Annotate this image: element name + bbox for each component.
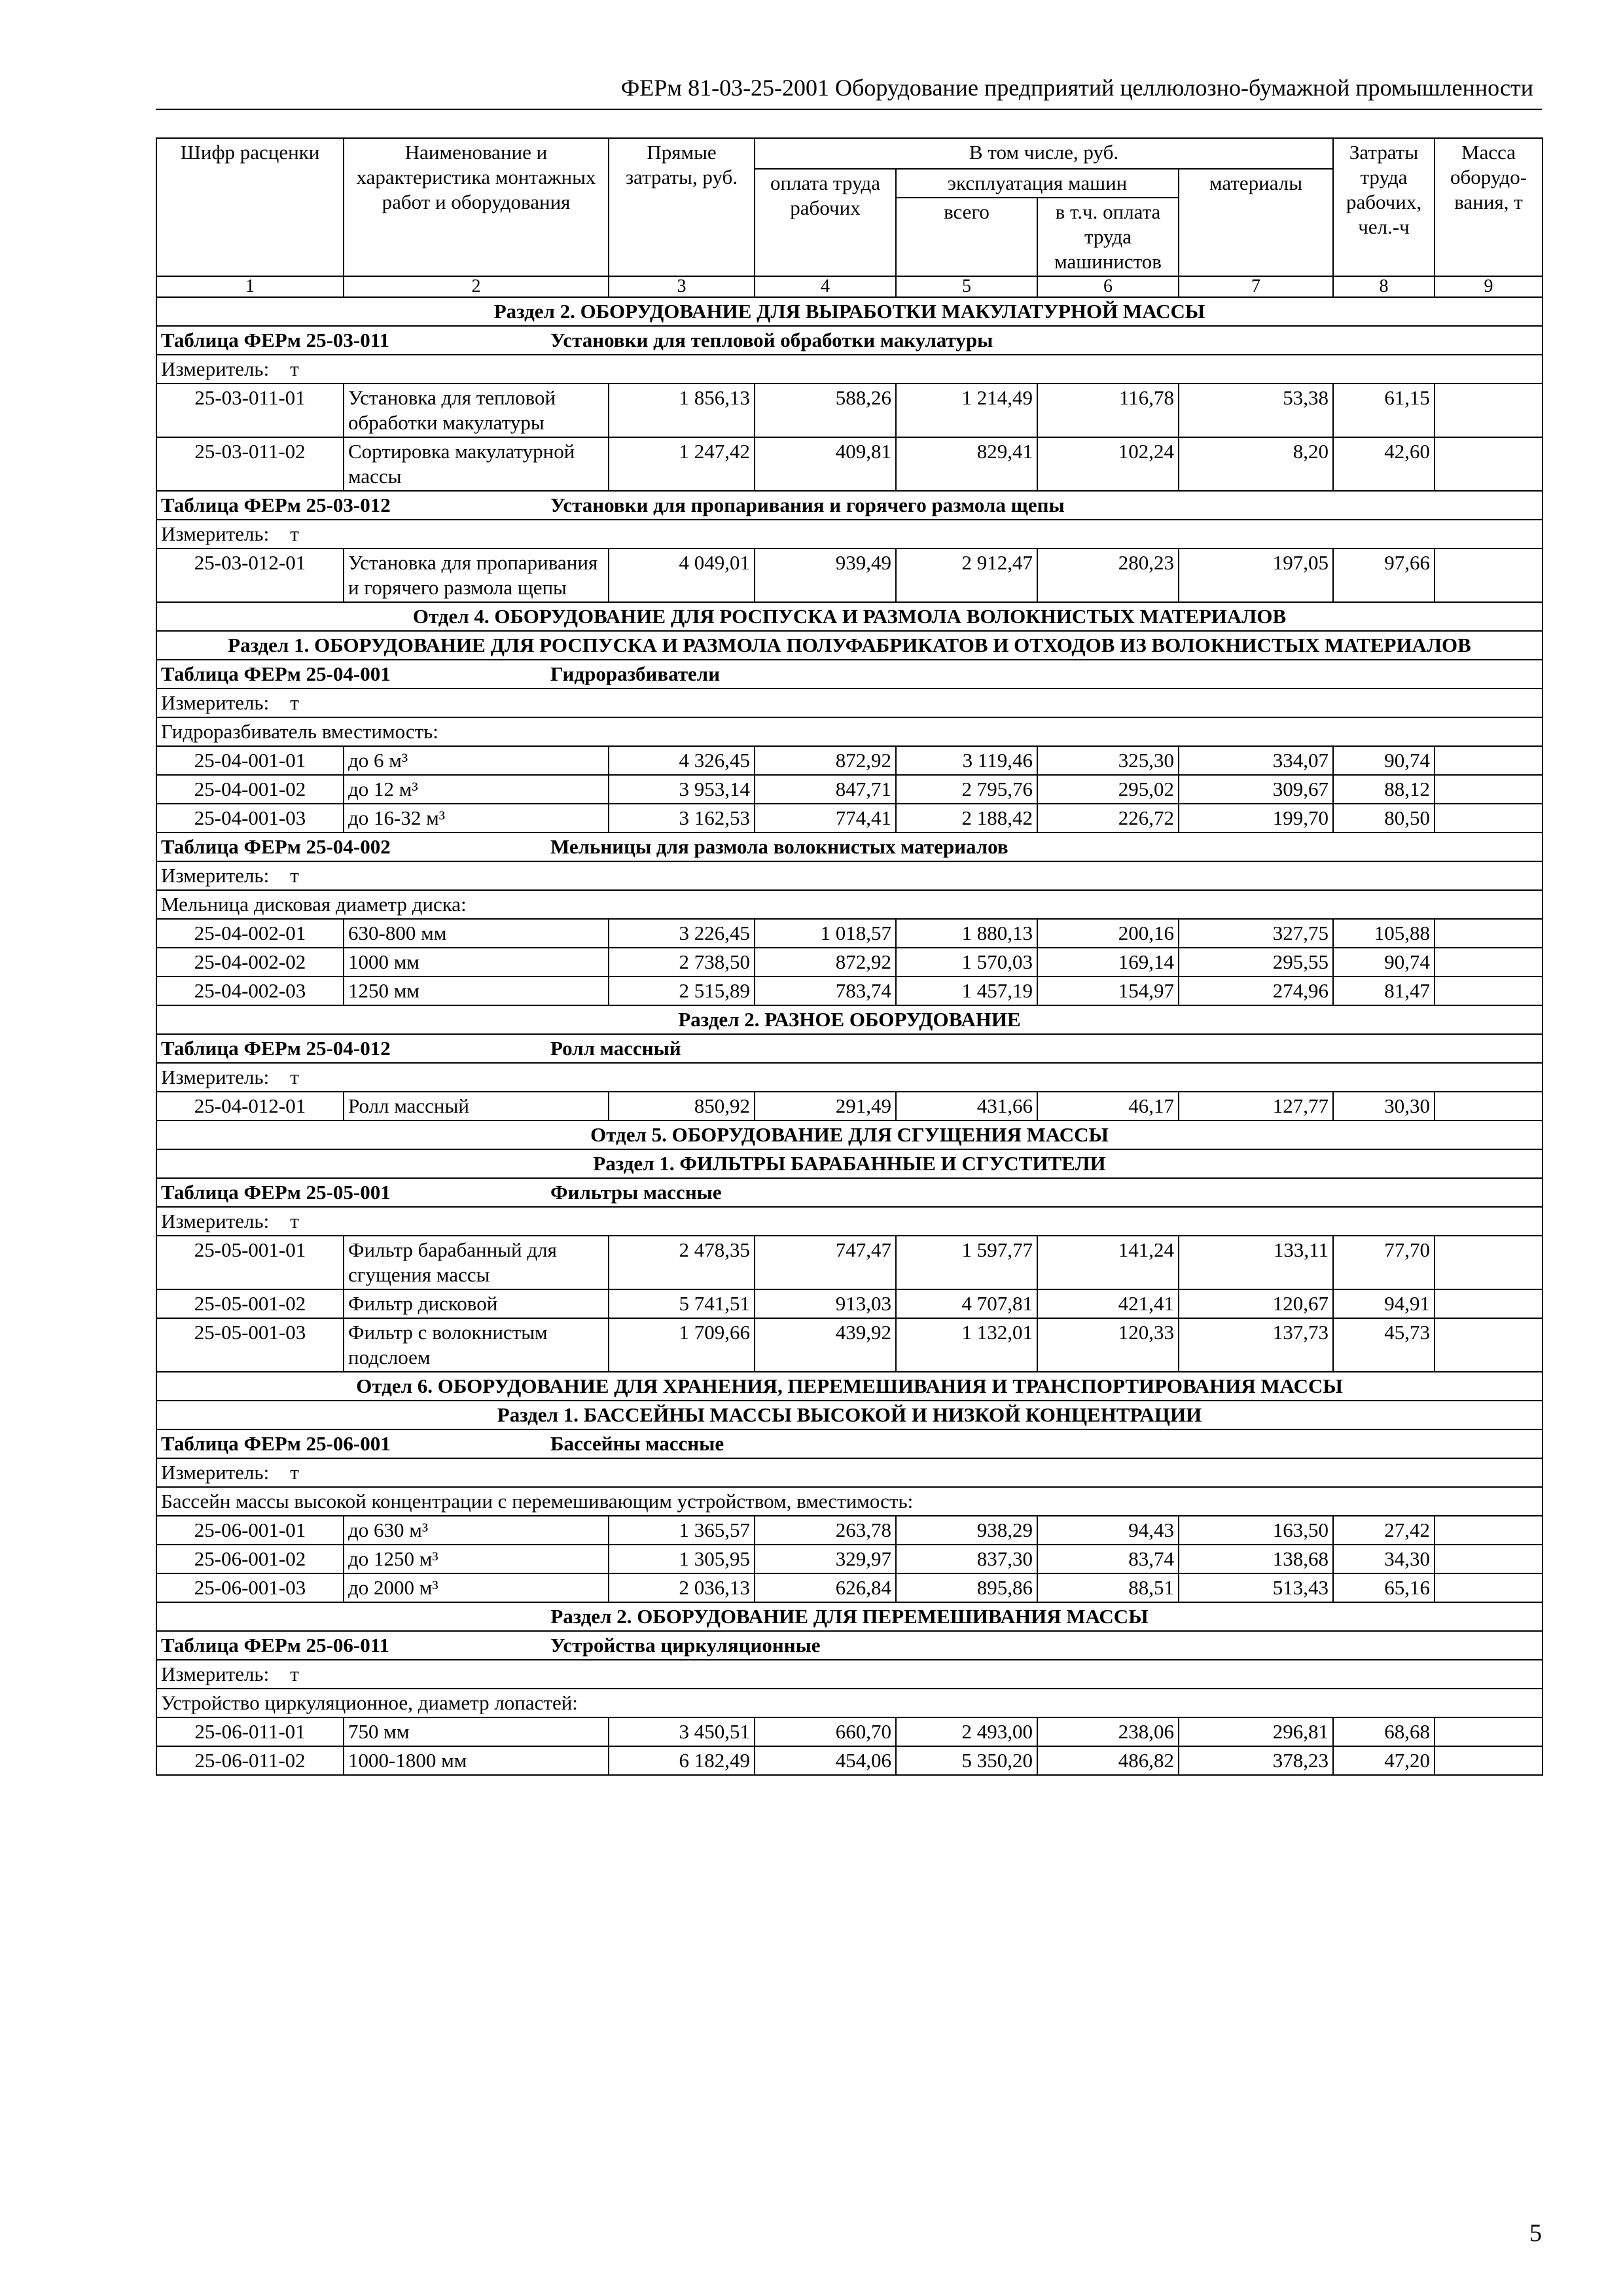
rate-name: до 12 м³ [344,775,609,804]
rate-code: 25-04-001-01 [156,746,344,775]
table-title [156,1178,1543,1207]
measure-label: Измеритель: [161,522,270,545]
cell-direct: 2 036,13 [609,1573,755,1602]
cell-materials: 334,07 [1179,746,1333,775]
cell-machinists: 154,97 [1037,977,1179,1005]
section-heading: Раздел 1. БАССЕЙНЫ МАССЫ ВЫСОКОЙ И НИЗКОЙ КОНЦЕНТРАЦИИ [156,1401,1543,1429]
cell-machinists: 169,14 [1037,948,1179,977]
rate-code: 25-04-002-03 [156,977,344,1005]
cell-direct: 2 738,50 [609,948,755,977]
section-heading: Раздел 1. ФИЛЬТРЫ БАРАБАННЫЕ И СГУСТИТЕЛИ [156,1149,1543,1178]
rate-code: 25-05-001-03 [156,1318,344,1372]
measure-unit: т [290,1066,299,1088]
table-title [156,833,1543,861]
rate-name: до 2000 м³ [344,1573,609,1602]
cell-machinists: 226,72 [1037,804,1179,833]
cell-mass [1435,548,1543,602]
measure-line [156,1063,1543,1092]
cell-machinists: 88,51 [1037,1573,1179,1602]
table-code: Таблица ФЕРм 25-04-012 [161,1037,391,1060]
measure-line [156,1660,1543,1689]
measure-line [156,689,1543,717]
cell-mass [1435,1318,1543,1372]
rate-code: 25-03-011-01 [156,384,344,437]
cell-mass [1435,1092,1543,1121]
measure-line [156,355,1543,384]
table-row [156,1516,1543,1545]
table-title-row [156,1631,1543,1660]
cell-direct: 5 741,51 [609,1289,755,1318]
column-number: 6 [1037,276,1179,297]
head-materials: материалы [1179,169,1333,276]
cell-mass [1435,775,1543,804]
rate-code: 25-05-001-02 [156,1289,344,1318]
cell-materials: 378,23 [1179,1746,1333,1775]
cell-mass [1435,1289,1543,1318]
cell-machines: 1 132,01 [896,1318,1037,1372]
cell-machines: 895,86 [896,1573,1037,1602]
cell-wages: 409,81 [755,437,896,491]
cell-labor: 90,74 [1333,746,1435,775]
measure-label: Измеритель: [161,1210,270,1232]
table-title-row [156,1429,1543,1458]
table-row [156,1545,1543,1573]
cell-wages: 626,84 [755,1573,896,1602]
cell-machines: 431,66 [896,1092,1037,1121]
cell-labor: 42,60 [1333,437,1435,491]
cell-machines: 1 597,77 [896,1236,1037,1289]
rate-code: 25-03-012-01 [156,548,344,602]
rate-name: Установка для тепловой обработки макулатуры [344,384,609,437]
column-number: 3 [609,276,755,297]
cell-mass [1435,948,1543,977]
cell-direct: 3 953,14 [609,775,755,804]
cell-machinists: 280,23 [1037,548,1179,602]
table-title [156,1034,1543,1063]
cell-machinists: 421,41 [1037,1289,1179,1318]
cell-machinists: 295,02 [1037,775,1179,804]
measure-unit: т [290,864,299,887]
head-direct: Прямые затраты, руб. [609,138,755,276]
section-heading-row [156,1121,1543,1149]
cell-machines: 3 119,46 [896,746,1037,775]
head-machinists: в т.ч. оплата труда машинистов [1037,198,1179,276]
cell-direct: 3 450,51 [609,1717,755,1746]
cell-machines: 2 493,00 [896,1717,1037,1746]
cell-direct: 6 182,49 [609,1746,755,1775]
measure-row [156,861,1543,890]
rate-name: 750 мм [344,1717,609,1746]
measure-label: Измеритель: [161,1066,270,1088]
column-number: 7 [1179,276,1333,297]
cell-mass [1435,1545,1543,1573]
table-title-row [156,1034,1543,1063]
cell-materials: 513,43 [1179,1573,1333,1602]
measure-unit: т [290,691,299,714]
cell-wages: 872,92 [755,746,896,775]
measure-label: Измеритель: [161,864,270,887]
cell-direct: 2 515,89 [609,977,755,1005]
cell-materials: 274,96 [1179,977,1333,1005]
table-row [156,1746,1543,1775]
cell-labor: 27,42 [1333,1516,1435,1545]
group-note: Бассейн массы высокой концентрации с перемешивающим устройством, вместимость: [156,1487,1543,1516]
measure-unit: т [290,1210,299,1232]
table-code: Таблица ФЕРм 25-04-001 [161,662,391,685]
cell-direct: 1 305,95 [609,1545,755,1573]
cell-machinists: 94,43 [1037,1516,1179,1545]
table-name: Установки для тепловой обработки макулатуры [550,329,993,351]
column-number: 9 [1435,276,1543,297]
rate-name: Фильтр барабанный для сгущения массы [344,1236,609,1289]
measure-line [156,1458,1543,1487]
cell-labor: 34,30 [1333,1545,1435,1573]
cell-labor: 88,12 [1333,775,1435,804]
section-heading-row [156,297,1543,326]
rate-code: 25-06-011-02 [156,1746,344,1775]
table-code: Таблица ФЕРм 25-06-011 [161,1634,390,1657]
cell-materials: 8,20 [1179,437,1333,491]
measure-line [156,861,1543,890]
rate-name: Сортировка макулатурной массы [344,437,609,491]
cell-mass [1435,1717,1543,1746]
cell-direct: 850,92 [609,1092,755,1121]
head-including: В том числе, руб. [755,138,1333,169]
cell-materials: 199,70 [1179,804,1333,833]
table-row [156,1092,1543,1121]
rate-name: 1000 мм [344,948,609,977]
section-heading: Раздел 1. ОБОРУДОВАНИЕ ДЛЯ РОСПУСКА И РАЗМОЛА ПОЛУФАБРИКАТОВ И ОТХОДОВ ИЗ ВОЛОКНИСТЫХ МАТЕРИАЛОВ [156,631,1543,660]
table-title-row [156,833,1543,861]
section-heading-row [156,1149,1543,1178]
cell-machines: 2 795,76 [896,775,1037,804]
table-title-row [156,491,1543,520]
section-heading-row [156,1401,1543,1429]
cell-materials: 163,50 [1179,1516,1333,1545]
measure-line [156,1207,1543,1236]
table-name: Ролл массный [550,1037,681,1060]
cell-direct: 3 226,45 [609,919,755,948]
cell-wages: 747,47 [755,1236,896,1289]
cell-direct: 1 856,13 [609,384,755,437]
table-row [156,1318,1543,1372]
cell-machinists: 116,78 [1037,384,1179,437]
section-heading: Отдел 5. ОБОРУДОВАНИЕ ДЛЯ СГУЩЕНИЯ МАССЫ [156,1121,1543,1149]
cell-machinists: 46,17 [1037,1092,1179,1121]
cell-labor: 68,68 [1333,1717,1435,1746]
cell-machinists: 120,33 [1037,1318,1179,1372]
rate-name: до 630 м³ [344,1516,609,1545]
table-row [156,977,1543,1005]
rate-code: 25-06-001-02 [156,1545,344,1573]
measure-unit: т [290,522,299,545]
header-rule [156,109,1542,110]
table-title [156,326,1543,355]
rate-name: до 6 м³ [344,746,609,775]
cell-labor: 77,70 [1333,1236,1435,1289]
cell-materials: 137,73 [1179,1318,1333,1372]
table-row [156,384,1543,437]
cell-labor: 61,15 [1333,384,1435,437]
group-note-row [156,890,1543,919]
head-machines: эксплуатация машин [896,169,1179,198]
section-heading-row [156,602,1543,631]
rate-code: 25-06-001-03 [156,1573,344,1602]
table-row [156,1236,1543,1289]
cell-mass [1435,804,1543,833]
column-number: 4 [755,276,896,297]
cell-mass [1435,1236,1543,1289]
cell-mass [1435,384,1543,437]
cell-wages: 454,06 [755,1746,896,1775]
cell-direct: 4 326,45 [609,746,755,775]
cell-direct: 2 478,35 [609,1236,755,1289]
group-note-row [156,717,1543,746]
cell-machinists: 200,16 [1037,919,1179,948]
measure-row [156,1458,1543,1487]
section-heading: Раздел 2. ОБОРУДОВАНИЕ ДЛЯ ВЫРАБОТКИ МАКУЛАТУРНОЙ МАССЫ [156,297,1543,326]
cell-machinists: 141,24 [1037,1236,1179,1289]
cell-materials: 309,67 [1179,775,1333,804]
cell-wages: 847,71 [755,775,896,804]
cell-machinists: 102,24 [1037,437,1179,491]
measure-row [156,689,1543,717]
table-row [156,804,1543,833]
cell-wages: 774,41 [755,804,896,833]
rate-code: 25-04-002-01 [156,919,344,948]
table-row [156,548,1543,602]
cell-wages: 872,92 [755,948,896,977]
cell-machines: 938,29 [896,1516,1037,1545]
head-code: Шифр расценки [156,138,344,276]
cell-machines: 2 188,42 [896,804,1037,833]
cell-labor: 30,30 [1333,1092,1435,1121]
cell-wages: 783,74 [755,977,896,1005]
column-number: 8 [1333,276,1435,297]
cell-mass [1435,1516,1543,1545]
cell-wages: 939,49 [755,548,896,602]
measure-line [156,520,1543,548]
table-name: Установки для пропаривания и горячего размола щепы [550,493,1065,516]
table-title [156,1631,1543,1660]
table-name: Гидроразбиватели [550,662,721,685]
column-number: 5 [896,276,1037,297]
section-heading-row [156,631,1543,660]
cell-direct: 1 709,66 [609,1318,755,1372]
cell-materials: 138,68 [1179,1545,1333,1573]
rate-code: 25-06-011-01 [156,1717,344,1746]
measure-label: Измеритель: [161,357,270,380]
column-numbers-row [156,276,1543,297]
table-code: Таблица ФЕРм 25-03-011 [161,329,390,351]
section-heading: Отдел 4. ОБОРУДОВАНИЕ ДЛЯ РОСПУСКА И РАЗМОЛА ВОЛОКНИСТЫХ МАТЕРИАЛОВ [156,602,1543,631]
cell-machines: 1 880,13 [896,919,1037,948]
cell-direct: 1 365,57 [609,1516,755,1545]
cell-machines: 1 570,03 [896,948,1037,977]
cell-machines: 5 350,20 [896,1746,1037,1775]
table-row [156,1289,1543,1318]
table-code: Таблица ФЕРм 25-05-001 [161,1181,391,1204]
cell-wages: 660,70 [755,1717,896,1746]
cell-machines: 4 707,81 [896,1289,1037,1318]
cell-machines: 1 457,19 [896,977,1037,1005]
cell-mass [1435,977,1543,1005]
rate-code: 25-04-012-01 [156,1092,344,1121]
cell-wages: 1 018,57 [755,919,896,948]
table-row [156,919,1543,948]
table-title [156,1429,1543,1458]
rate-code: 25-04-002-02 [156,948,344,977]
section-heading-row [156,1602,1543,1631]
cell-labor: 90,74 [1333,948,1435,977]
cell-wages: 291,49 [755,1092,896,1121]
cell-mass [1435,1573,1543,1602]
cell-machines: 837,30 [896,1545,1037,1573]
rate-name: 1000-1800 мм [344,1746,609,1775]
cell-materials: 295,55 [1179,948,1333,977]
table-row [156,746,1543,775]
cell-materials: 133,11 [1179,1236,1333,1289]
cell-labor: 80,50 [1333,804,1435,833]
cell-wages: 913,03 [755,1289,896,1318]
table-row [156,775,1543,804]
measure-label: Измеритель: [161,691,270,714]
cell-labor: 45,73 [1333,1318,1435,1372]
measure-label: Измеритель: [161,1461,270,1484]
head-machines-total: всего [896,198,1037,276]
cell-machines: 1 214,49 [896,384,1037,437]
cell-mass [1435,437,1543,491]
cell-machinists: 325,30 [1037,746,1179,775]
cell-labor: 105,88 [1333,919,1435,948]
rate-code: 25-05-001-01 [156,1236,344,1289]
cell-mass [1435,919,1543,948]
table-row [156,1573,1543,1602]
table-title [156,491,1543,520]
section-heading: Раздел 2. РАЗНОЕ ОБОРУДОВАНИЕ [156,1005,1543,1034]
table-row [156,948,1543,977]
cell-direct: 4 049,01 [609,548,755,602]
table-name: Фильтры массные [550,1181,722,1204]
cell-labor: 94,91 [1333,1289,1435,1318]
cell-labor: 65,16 [1333,1573,1435,1602]
cell-materials: 127,77 [1179,1092,1333,1121]
measure-row [156,355,1543,384]
table-title-row [156,326,1543,355]
cell-mass [1435,746,1543,775]
page-number: 5 [1529,2219,1542,2247]
cell-direct: 1 247,42 [609,437,755,491]
section-heading: Отдел 6. ОБОРУДОВАНИЕ ДЛЯ ХРАНЕНИЯ, ПЕРЕМЕШИВАНИЯ И ТРАНСПОРТИРОВАНИЯ МАССЫ [156,1372,1543,1401]
measure-row [156,1660,1543,1689]
measure-label: Измеритель: [161,1662,270,1685]
cell-labor: 47,20 [1333,1746,1435,1775]
group-note-row [156,1689,1543,1717]
measure-unit: т [290,1461,299,1484]
cell-materials: 327,75 [1179,919,1333,948]
table-body [156,138,1543,1775]
cell-direct: 3 162,53 [609,804,755,833]
rate-name: 1250 мм [344,977,609,1005]
running-header: ФЕРм 81-03-25-2001 Оборудование предприятий целлюлозно-бумажной промышленности [620,75,1533,101]
cell-materials: 53,38 [1179,384,1333,437]
head-name: Наименование и характеристика монтажных работ и оборудования [344,138,609,276]
cell-machinists: 238,06 [1037,1717,1179,1746]
section-heading-row [156,1372,1543,1401]
measure-row [156,520,1543,548]
rate-code: 25-06-001-01 [156,1516,344,1545]
table-name: Бассейны массные [550,1432,724,1455]
cell-labor: 81,47 [1333,977,1435,1005]
head-mass: Масса оборудо-вания, т [1435,138,1543,276]
section-heading-row [156,1005,1543,1034]
rate-name: Фильтр с волокнистым подслоем [344,1318,609,1372]
group-note: Устройство циркуляционное, диаметр лопастей: [156,1689,1543,1717]
table-code: Таблица ФЕРм 25-03-012 [161,493,391,516]
cell-wages: 588,26 [755,384,896,437]
rate-name: до 1250 м³ [344,1545,609,1573]
cell-materials: 120,67 [1179,1289,1333,1318]
head-wages: оплата труда рабочих [755,169,896,276]
group-note: Мельница дисковая диаметр диска: [156,890,1543,919]
cell-wages: 263,78 [755,1516,896,1545]
column-number: 2 [344,276,609,297]
table-row [156,437,1543,491]
cell-materials: 197,05 [1179,548,1333,602]
table-row [156,1717,1543,1746]
rate-name: Фильтр дисковой [344,1289,609,1318]
rate-name: 630-800 мм [344,919,609,948]
cell-labor: 97,66 [1333,548,1435,602]
measure-unit: т [290,1662,299,1685]
table-name: Устройства циркуляционные [550,1634,821,1657]
rate-name: до 16-32 м³ [344,804,609,833]
table-code: Таблица ФЕРм 25-04-002 [161,835,391,858]
group-note-row [156,1487,1543,1516]
cell-wages: 329,97 [755,1545,896,1573]
rates-table [156,137,1543,1776]
rate-name: Ролл массный [344,1092,609,1121]
rate-code: 25-04-001-02 [156,775,344,804]
cell-machinists: 486,82 [1037,1746,1179,1775]
cell-wages: 439,92 [755,1318,896,1372]
column-number: 1 [156,276,344,297]
group-note: Гидроразбиватель вместимость: [156,717,1543,746]
table-name: Мельницы для размола волокнистых материалов [550,835,1008,858]
table-title [156,660,1543,689]
table-title-row [156,660,1543,689]
cell-mass [1435,1746,1543,1775]
cell-machinists: 83,74 [1037,1545,1179,1573]
rate-name: Установка для пропаривания и горячего размола щепы [344,548,609,602]
measure-unit: т [290,357,299,380]
section-heading: Раздел 2. ОБОРУДОВАНИЕ ДЛЯ ПЕРЕМЕШИВАНИЯ МАССЫ [156,1602,1543,1631]
rate-code: 25-03-011-02 [156,437,344,491]
head-labor: Затраты труда рабочих, чел.-ч [1333,138,1435,276]
rate-code: 25-04-001-03 [156,804,344,833]
cell-machines: 2 912,47 [896,548,1037,602]
measure-row [156,1207,1543,1236]
cell-materials: 296,81 [1179,1717,1333,1746]
cell-machines: 829,41 [896,437,1037,491]
table-code: Таблица ФЕРм 25-06-001 [161,1432,391,1455]
table-title-row [156,1178,1543,1207]
measure-row [156,1063,1543,1092]
